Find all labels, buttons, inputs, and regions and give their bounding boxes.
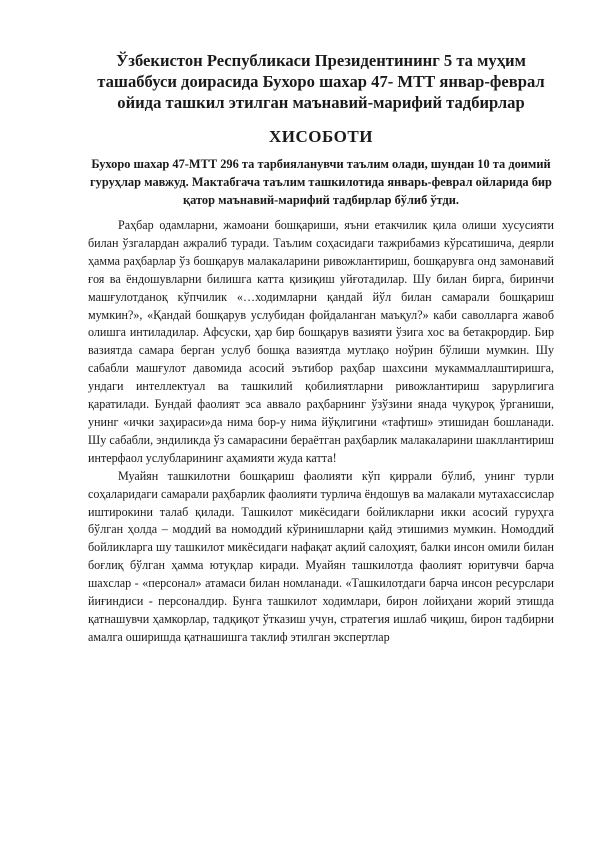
body-paragraph-2: Муайян ташкилотни бошқариш фаолияти кўп қиррали бўлиб, унинг турли соҳаларидаги самарали раҳбарлик фаолияти турлича ёндошув ва малакали мутахассислар иштирокини талаб қилади. Ташкилот микёсидаги бойликларни икки асосий гуруҳга бўлган ҳолда – моддий ва номоддий кўринишларни қайд этишимиз мумкин. Номоддий бойликларга шу ташкилот микёсидаги нафақат ақлий салоҳият, балки инсон омили билан боғлиқ бўлган ҳамма ютуқлар киради. Муайян ташкилотда фаолият юритувчи барча шахслар - «персонал» атамаси билан номланади. «Ташкилотдаги барча инсон ресурслари йиғиндиси - персоналдир. Бунга ташкилот ходимлари, бирон лойиҳани жорий этишда қатнашувчи ҳамкорлар, тадқиқот ўтказиш учун, стратегия ишлаб чиқиш, бирон тадбирни амалга оширишда қатнашишга таклиф этилган экспертлар <box>88 468 554 644</box>
report-heading: ХИСОБОТИ <box>269 127 373 146</box>
body-paragraph-1: Раҳбар одамларни, жамоани бошқариши, яъни етакчилик қила олиши хусусияти билан ўзгалардан ажралиб туради. Таълим соҳасидаги тажрибамиз кўрсатишича, деярли ҳамма раҳбарлар ўз бошқарув малакаларини ривожлантириш, бошқарувга онд замонавий ғоя ва ёндошувларни билишга катта қизиқиш уйғотадилар. Шу билан бирга, биринчи машғулотданоқ кўпчилик «…ходимларни қандай йўл билан самарали бошқариш мумкин?», «Қандай бошқарув услубидан фойдаланган маъқул?» каби саволларга жавоб олишга интиладилар. Афсуски, ҳар бир бошқарув вазияти ўзига хос ва бетакрордир. Бир вазиятда самара берган услуб бошқа вазиятда мутлақо ноўрин бўлиши мумкин. Шу сабабли машғулот давомида асосий эътибор раҳбар шахсини мукаммаллаштиришга, ундаги интеллектуал ва ташкилий қобилиятларни ривожлантириш зарурлигига қаратилади. Бундай фаолият эса аввало раҳбарнинг ўзўзини янада чуқуроқ ўрганиши, унинг «ички заҳираси»да нима бор-у нима йўқлигини «тафтиш» этишидан бошланади. Шу сабабли, эндиликда ўз самарасини бераётган раҳбарлик малакаларини шакллантириш интерфаол услубларининг аҳамияти жуда катта! <box>88 218 554 465</box>
intro-paragraph: Бухоро шахар 47-МТТ 296 та тарбияланувчи таълим олади, шундан 10 та доимий гуруҳлар мавжуд. Мактабгача таълим ташкилотида январь-феврал ойларида бир қатор маънавий-марифий тадбирлар бўлиб ўтди. <box>90 157 552 207</box>
document-page <box>88 50 554 647</box>
document-title: Ўзбекистон Республикаси Президентининг 5 та муҳим ташаббуси доирасида Бухоро шахар 47- МТТ январ-феврал ойида ташкил этилган маънавий-марифий тадбирлар <box>97 51 545 112</box>
